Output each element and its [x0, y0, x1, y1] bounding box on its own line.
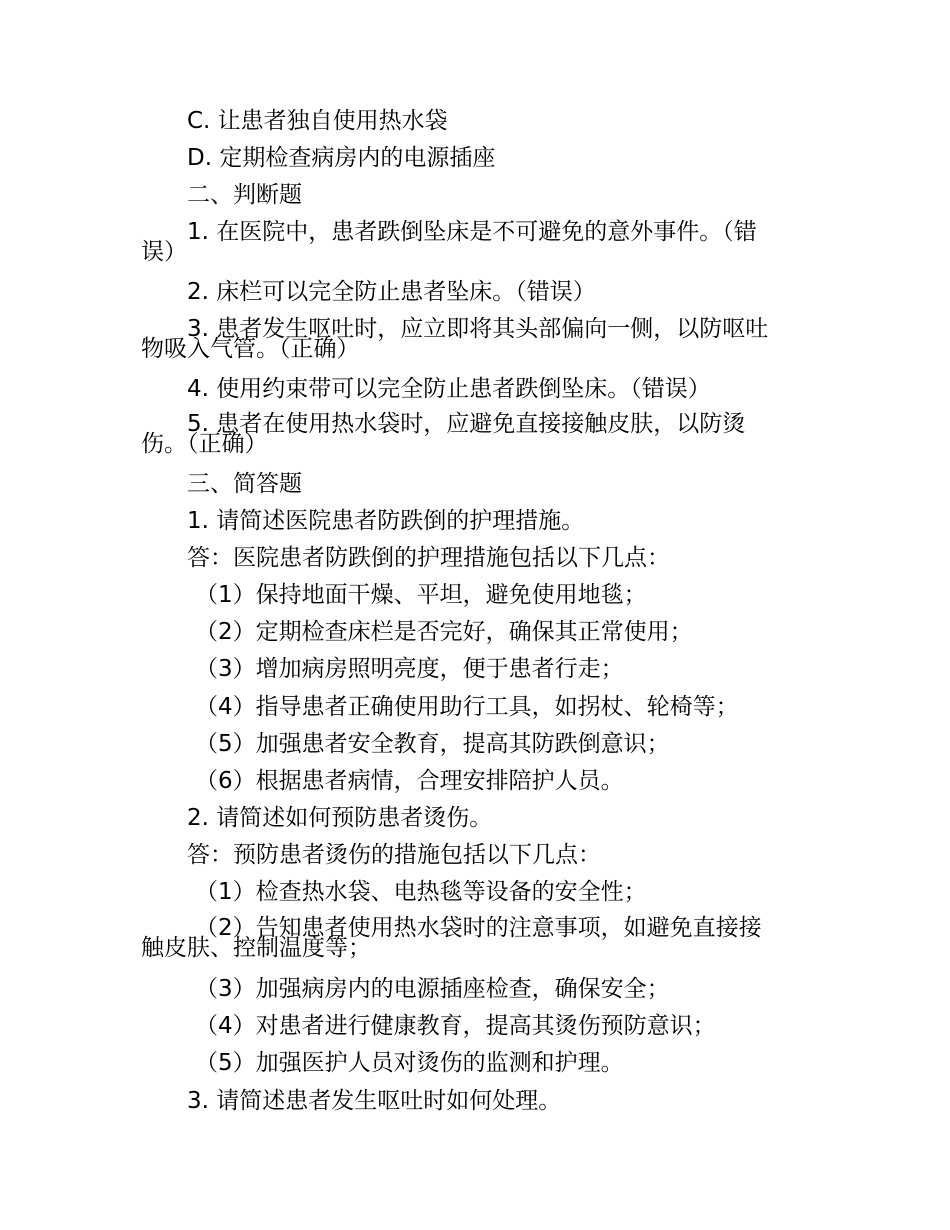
- tf-question-5-line2: 伤。（正确）: [141, 431, 268, 457]
- sa-answer-2-item-4: （4）对患者进行健康教育，提高其烫伤预防意识；: [195, 1013, 716, 1039]
- sa-answer-2-item-1: （1）检查热水袋、电热毯等设备的安全性；: [195, 879, 647, 905]
- sa-answer-2-item-5: （5）加强医护人员对烫伤的监测和护理。: [195, 1050, 624, 1076]
- tf-question-1-line1: 1. 在医院中，患者跌倒坠床是不可避免的意外事件。（错: [187, 219, 757, 245]
- sa-answer-2-item-3: （3）加强病房内的电源插座检查，确保安全；: [195, 976, 670, 1002]
- sa-answer-1-item-3: （3）增加病房照明亮度，便于患者行走；: [195, 656, 624, 682]
- sa-answer-1-intro: 答：医院患者防跌倒的护理措施包括以下几点：: [187, 545, 670, 571]
- section-heading-short-answer: 三、简答题: [187, 471, 302, 497]
- tf-question-1: [141, 219, 757, 265]
- tf-question-5: [141, 411, 746, 457]
- sa-question-2: 2. 请简述如何预防患者烫伤。: [187, 805, 493, 831]
- option-d: D. 定期检查病房内的电源插座: [187, 145, 496, 171]
- sa-answer-2-item-2-line1: （2）告知患者使用热水袋时的注意事项，如避免直接接: [195, 915, 762, 941]
- sa-answer-2-item-2: [141, 915, 762, 961]
- sa-question-3: 3. 请简述患者发生呕吐时如何处理。: [187, 1088, 562, 1114]
- sa-answer-1-item-2: （2）定期检查床栏是否完好，确保其正常使用；: [195, 619, 693, 645]
- tf-question-2: 2. 床栏可以完全防止患者坠床。（错误）: [187, 279, 596, 305]
- sa-answer-2-intro: 答：预防患者烫伤的措施包括以下几点：: [187, 842, 601, 868]
- tf-question-3-line1: 3. 患者发生呕吐时，应立即将其头部偏向一侧，以防呕吐: [187, 316, 769, 342]
- tf-question-5-line1: 5. 患者在使用热水袋时，应避免直接接触皮肤，以防烫: [187, 411, 746, 437]
- section-heading-true-false: 二、判断题: [187, 182, 302, 208]
- sa-question-1: 1. 请简述医院患者防跌倒的护理措施。: [187, 508, 585, 534]
- tf-question-3: [141, 316, 769, 362]
- tf-question-1-line2: 误）: [141, 239, 187, 265]
- option-c: C. 让患者独自使用热水袋: [187, 108, 448, 134]
- sa-answer-1-item-5: （5）加强患者安全教育，提高其防跌倒意识；: [195, 731, 670, 757]
- sa-answer-1-item-6: （6）根据患者病情，合理安排陪护人员。: [195, 768, 624, 794]
- tf-question-4: 4. 使用约束带可以完全防止患者跌倒坠床。（错误）: [187, 376, 711, 402]
- tf-question-3-line2: 物吸入气管。（正确）: [141, 336, 360, 362]
- sa-answer-1-item-4: （4）指导患者正确使用助行工具，如拐杖、轮椅等；: [195, 694, 739, 720]
- sa-answer-2-item-2-line2: 触皮肤、控制温度等；: [141, 935, 371, 961]
- sa-answer-1-item-1: （1）保持地面干燥、平坦，避免使用地毯；: [195, 582, 647, 608]
